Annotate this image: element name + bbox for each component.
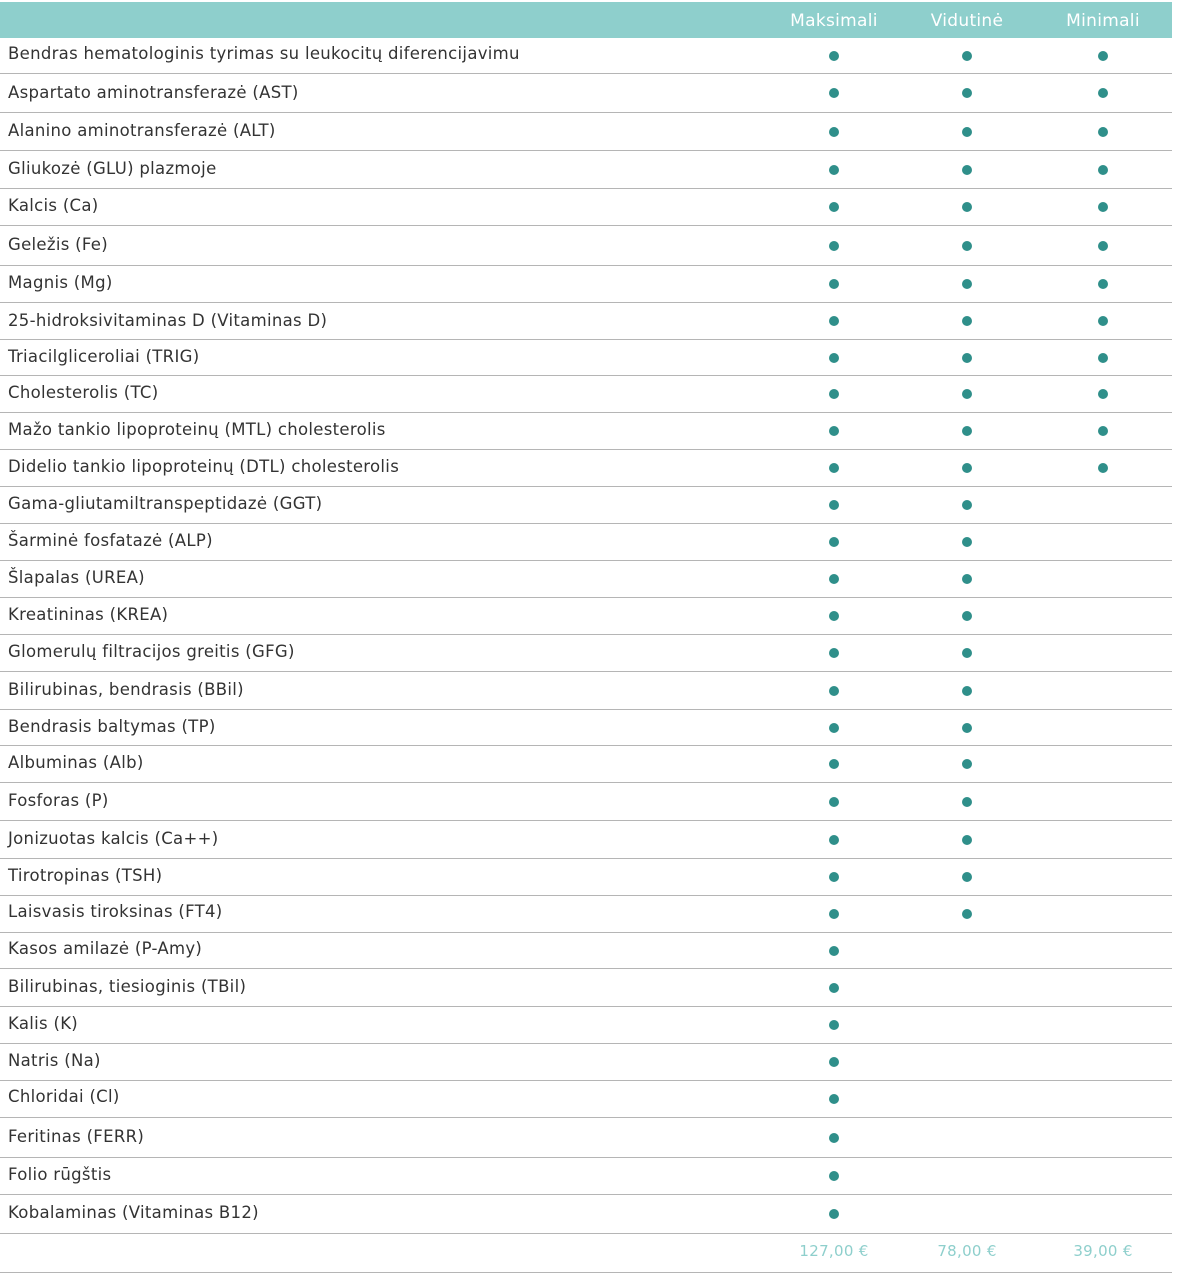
included-dot-icon xyxy=(829,686,839,696)
cell-vidutine xyxy=(902,340,1032,375)
cell-vidutine xyxy=(902,672,1032,709)
cell-maksimali xyxy=(766,226,902,265)
cell-vidutine xyxy=(902,859,1032,895)
included-dot-icon xyxy=(829,500,839,510)
table-row xyxy=(0,450,1172,487)
table-row xyxy=(0,376,1172,413)
cell-minimali xyxy=(1034,859,1172,895)
price-row xyxy=(0,1202,1172,1273)
cell-vidutine xyxy=(902,151,1032,188)
cell-minimali xyxy=(1034,303,1172,339)
cell-vidutine xyxy=(902,746,1032,782)
table-row xyxy=(0,226,1172,266)
cell-maksimali xyxy=(766,1007,902,1043)
test-name: Šarminė fosfatazė (ALP) xyxy=(8,531,213,550)
cell-vidutine xyxy=(902,376,1032,412)
included-dot-icon xyxy=(829,909,839,919)
cell-maksimali xyxy=(766,487,902,523)
included-dot-icon xyxy=(962,537,972,547)
included-dot-icon xyxy=(1098,463,1108,473)
test-name: Natris (Na) xyxy=(8,1051,101,1070)
cell-vidutine xyxy=(902,1081,1032,1117)
cell-vidutine xyxy=(902,969,1032,1006)
included-dot-icon xyxy=(829,1171,839,1181)
included-dot-icon xyxy=(1098,88,1108,98)
table-row xyxy=(0,859,1172,896)
cell-maksimali xyxy=(766,189,902,225)
table-row xyxy=(0,1118,1172,1158)
cell-minimali xyxy=(1034,1007,1172,1043)
table-row xyxy=(0,413,1172,450)
included-dot-icon xyxy=(1098,241,1108,251)
table-row xyxy=(0,151,1172,189)
cell-vidutine xyxy=(902,226,1032,265)
cell-maksimali xyxy=(766,783,902,820)
cell-maksimali xyxy=(766,746,902,782)
table-row xyxy=(0,896,1172,933)
table-row xyxy=(0,1081,1172,1118)
included-dot-icon xyxy=(1098,353,1108,363)
test-name: Mažo tankio lipoproteinų (MTL) cholesterolis xyxy=(8,420,386,439)
price-minimali: 39,00 € xyxy=(1073,1242,1133,1260)
cell-maksimali xyxy=(766,1081,902,1117)
test-name: Cholesterolis (TC) xyxy=(8,383,159,402)
included-dot-icon xyxy=(829,723,839,733)
test-name: Alanino aminotransferazė (ALT) xyxy=(8,121,276,140)
cell-maksimali xyxy=(766,635,902,671)
included-dot-icon xyxy=(962,686,972,696)
cell-maksimali xyxy=(766,561,902,597)
included-dot-icon xyxy=(829,872,839,882)
included-dot-icon xyxy=(962,463,972,473)
included-dot-icon xyxy=(962,872,972,882)
cell-maksimali xyxy=(766,450,902,486)
included-dot-icon xyxy=(1098,165,1108,175)
cell-vidutine xyxy=(902,635,1032,671)
included-dot-icon xyxy=(962,51,972,61)
cell-minimali xyxy=(1034,598,1172,634)
cell-vidutine xyxy=(902,38,1032,73)
included-dot-icon xyxy=(829,353,839,363)
cell-minimali xyxy=(1034,189,1172,225)
included-dot-icon xyxy=(829,946,839,956)
cell-maksimali xyxy=(766,303,902,339)
cell-minimali xyxy=(1034,376,1172,412)
cell-vidutine xyxy=(902,821,1032,858)
cell-minimali xyxy=(1034,74,1172,112)
included-dot-icon xyxy=(962,426,972,436)
test-name: Kreatininas (KREA) xyxy=(8,605,169,624)
cell-minimali xyxy=(1034,151,1172,188)
cell-minimali xyxy=(1034,933,1172,968)
included-dot-icon xyxy=(829,1020,839,1030)
cell-maksimali xyxy=(766,969,902,1006)
cell-maksimali xyxy=(766,1158,902,1194)
table-row xyxy=(0,1044,1172,1081)
table-row xyxy=(0,74,1172,113)
included-dot-icon xyxy=(962,279,972,289)
table-header xyxy=(0,2,1172,38)
column-header-maksimali: Maksimali xyxy=(790,11,878,31)
test-name: Gliukozė (GLU) plazmoje xyxy=(8,159,217,178)
cell-maksimali xyxy=(766,933,902,968)
cell-vidutine xyxy=(902,266,1032,302)
cell-minimali xyxy=(1034,266,1172,302)
cell-minimali xyxy=(1034,746,1172,782)
test-name: Triacilgliceroliai (TRIG) xyxy=(8,347,200,366)
included-dot-icon xyxy=(829,463,839,473)
cell-vidutine xyxy=(902,113,1032,150)
included-dot-icon xyxy=(962,611,972,621)
included-dot-icon xyxy=(962,316,972,326)
column-header-vidutine: Vidutinė xyxy=(930,11,1004,31)
table-row xyxy=(0,821,1172,859)
included-dot-icon xyxy=(829,202,839,212)
cell-minimali xyxy=(1034,1044,1172,1080)
included-dot-icon xyxy=(962,759,972,769)
included-dot-icon xyxy=(962,202,972,212)
cell-minimali xyxy=(1034,783,1172,820)
cell-maksimali xyxy=(766,598,902,634)
test-name: Chloridai (Cl) xyxy=(8,1087,120,1106)
cell-maksimali xyxy=(766,896,902,932)
included-dot-icon xyxy=(829,1057,839,1067)
table-row xyxy=(0,113,1172,151)
cell-minimali xyxy=(1034,710,1172,745)
cell-minimali xyxy=(1034,524,1172,560)
test-name: Kalis (K) xyxy=(8,1014,79,1033)
test-name: Glomerulų filtracijos greitis (GFG) xyxy=(8,642,295,661)
cell-vidutine xyxy=(902,189,1032,225)
included-dot-icon xyxy=(962,500,972,510)
test-name: Bendrasis baltymas (TP) xyxy=(8,717,216,736)
included-dot-icon xyxy=(829,835,839,845)
included-dot-icon xyxy=(829,279,839,289)
included-dot-icon xyxy=(962,127,972,137)
cell-minimali xyxy=(1034,487,1172,523)
test-name: Kalcis (Ca) xyxy=(8,196,99,215)
test-name: Bilirubinas, bendrasis (BBil) xyxy=(8,680,244,699)
included-dot-icon xyxy=(829,426,839,436)
test-name: Jonizuotas kalcis (Ca++) xyxy=(8,829,219,848)
included-dot-icon xyxy=(962,797,972,807)
test-name: Geležis (Fe) xyxy=(8,235,108,254)
cell-vidutine xyxy=(902,561,1032,597)
included-dot-icon xyxy=(962,648,972,658)
cell-vidutine xyxy=(902,74,1032,112)
cell-vidutine xyxy=(902,710,1032,745)
cell-maksimali xyxy=(766,151,902,188)
cell-maksimali xyxy=(766,524,902,560)
table-row xyxy=(0,524,1172,561)
included-dot-icon xyxy=(1098,316,1108,326)
test-name: Kobalaminas (Vitaminas B12) xyxy=(8,1203,259,1222)
included-dot-icon xyxy=(829,611,839,621)
table-row xyxy=(0,672,1172,710)
cell-minimali xyxy=(1034,450,1172,486)
test-name: Fosforas (P) xyxy=(8,791,109,810)
test-name: Kasos amilazė (P-Amy) xyxy=(8,939,203,958)
cell-vidutine xyxy=(902,1158,1032,1194)
table-row xyxy=(0,783,1172,821)
cell-vidutine xyxy=(902,598,1032,634)
included-dot-icon xyxy=(1098,389,1108,399)
table-row xyxy=(0,1007,1172,1044)
included-dot-icon xyxy=(829,88,839,98)
cell-vidutine xyxy=(902,783,1032,820)
table-row xyxy=(0,710,1172,746)
cell-maksimali xyxy=(766,1118,902,1157)
table-row xyxy=(0,38,1172,74)
included-dot-icon xyxy=(829,165,839,175)
table-row xyxy=(0,487,1172,524)
cell-vidutine xyxy=(902,450,1032,486)
included-dot-icon xyxy=(829,127,839,137)
included-dot-icon xyxy=(829,1094,839,1104)
cell-minimali xyxy=(1034,113,1172,150)
cell-maksimali xyxy=(766,859,902,895)
table-row xyxy=(0,598,1172,635)
included-dot-icon xyxy=(962,723,972,733)
column-header-minimali: Minimali xyxy=(1066,11,1140,31)
cell-maksimali xyxy=(766,1044,902,1080)
cell-maksimali xyxy=(766,672,902,709)
table-row xyxy=(0,1158,1172,1195)
table-row xyxy=(0,969,1172,1007)
table-row xyxy=(0,303,1172,340)
included-dot-icon xyxy=(829,759,839,769)
included-dot-icon xyxy=(829,1133,839,1143)
cell-maksimali xyxy=(766,710,902,745)
table-body xyxy=(0,38,1172,1234)
cell-minimali xyxy=(1034,413,1172,449)
included-dot-icon xyxy=(962,353,972,363)
cell-vidutine xyxy=(902,896,1032,932)
included-dot-icon xyxy=(829,537,839,547)
cell-maksimali xyxy=(766,340,902,375)
included-dot-icon xyxy=(1098,202,1108,212)
included-dot-icon xyxy=(829,389,839,399)
included-dot-icon xyxy=(962,241,972,251)
table-row xyxy=(0,561,1172,598)
cell-minimali xyxy=(1034,896,1172,932)
included-dot-icon xyxy=(829,648,839,658)
cell-minimali xyxy=(1034,1081,1172,1117)
cell-vidutine xyxy=(902,933,1032,968)
cell-maksimali xyxy=(766,113,902,150)
table-row xyxy=(0,266,1172,303)
included-dot-icon xyxy=(962,574,972,584)
cell-maksimali xyxy=(766,413,902,449)
included-dot-icon xyxy=(962,835,972,845)
cell-minimali xyxy=(1034,969,1172,1006)
test-name: Folio rūgštis xyxy=(8,1165,112,1184)
cell-minimali xyxy=(1034,672,1172,709)
cell-maksimali xyxy=(766,266,902,302)
test-name: Feritinas (FERR) xyxy=(8,1127,145,1146)
test-name: 25-hidroksivitaminas D (Vitaminas D) xyxy=(8,311,328,330)
test-name: Šlapalas (UREA) xyxy=(8,568,145,587)
cell-minimali xyxy=(1034,1118,1172,1157)
table-row xyxy=(0,933,1172,969)
included-dot-icon xyxy=(1098,426,1108,436)
included-dot-icon xyxy=(829,316,839,326)
included-dot-icon xyxy=(829,797,839,807)
test-name: Albuminas (Alb) xyxy=(8,753,144,772)
cell-vidutine xyxy=(902,303,1032,339)
included-dot-icon xyxy=(962,909,972,919)
included-dot-icon xyxy=(962,88,972,98)
test-name: Tirotropinas (TSH) xyxy=(8,866,163,885)
package-comparison-table xyxy=(0,2,1172,1234)
included-dot-icon xyxy=(829,574,839,584)
price-maksimali: 127,00 € xyxy=(799,1242,869,1260)
included-dot-icon xyxy=(1098,279,1108,289)
included-dot-icon xyxy=(1098,51,1108,61)
cell-minimali xyxy=(1034,635,1172,671)
test-name: Aspartato aminotransferazė (AST) xyxy=(8,83,299,102)
cell-maksimali xyxy=(766,376,902,412)
test-name: Bilirubinas, tiesioginis (TBil) xyxy=(8,977,247,996)
table-row xyxy=(0,189,1172,226)
table-row xyxy=(0,340,1172,376)
test-name: Bendras hematologinis tyrimas su leukocitų diferencijavimu xyxy=(8,44,520,63)
table-row xyxy=(0,746,1172,783)
included-dot-icon xyxy=(962,165,972,175)
test-name: Gama-gliutamiltranspeptidazė (GGT) xyxy=(8,494,323,513)
cell-minimali xyxy=(1034,1158,1172,1194)
cell-minimali xyxy=(1034,821,1172,858)
price-vidutine: 78,00 € xyxy=(937,1242,997,1260)
test-name: Magnis (Mg) xyxy=(8,273,113,292)
cell-minimali xyxy=(1034,561,1172,597)
cell-vidutine xyxy=(902,524,1032,560)
cell-vidutine xyxy=(902,487,1032,523)
test-name: Didelio tankio lipoproteinų (DTL) cholesterolis xyxy=(8,457,400,476)
cell-vidutine xyxy=(902,1007,1032,1043)
included-dot-icon xyxy=(829,51,839,61)
included-dot-icon xyxy=(962,389,972,399)
cell-vidutine xyxy=(902,413,1032,449)
cell-vidutine xyxy=(902,1044,1032,1080)
test-name: Laisvasis tiroksinas (FT4) xyxy=(8,902,223,921)
cell-maksimali xyxy=(766,38,902,73)
cell-minimali xyxy=(1034,38,1172,73)
included-dot-icon xyxy=(829,983,839,993)
cell-minimali xyxy=(1034,226,1172,265)
cell-minimali xyxy=(1034,340,1172,375)
table-row xyxy=(0,635,1172,672)
cell-vidutine xyxy=(902,1118,1032,1157)
included-dot-icon xyxy=(829,241,839,251)
cell-maksimali xyxy=(766,821,902,858)
included-dot-icon xyxy=(1098,127,1108,137)
cell-maksimali xyxy=(766,74,902,112)
